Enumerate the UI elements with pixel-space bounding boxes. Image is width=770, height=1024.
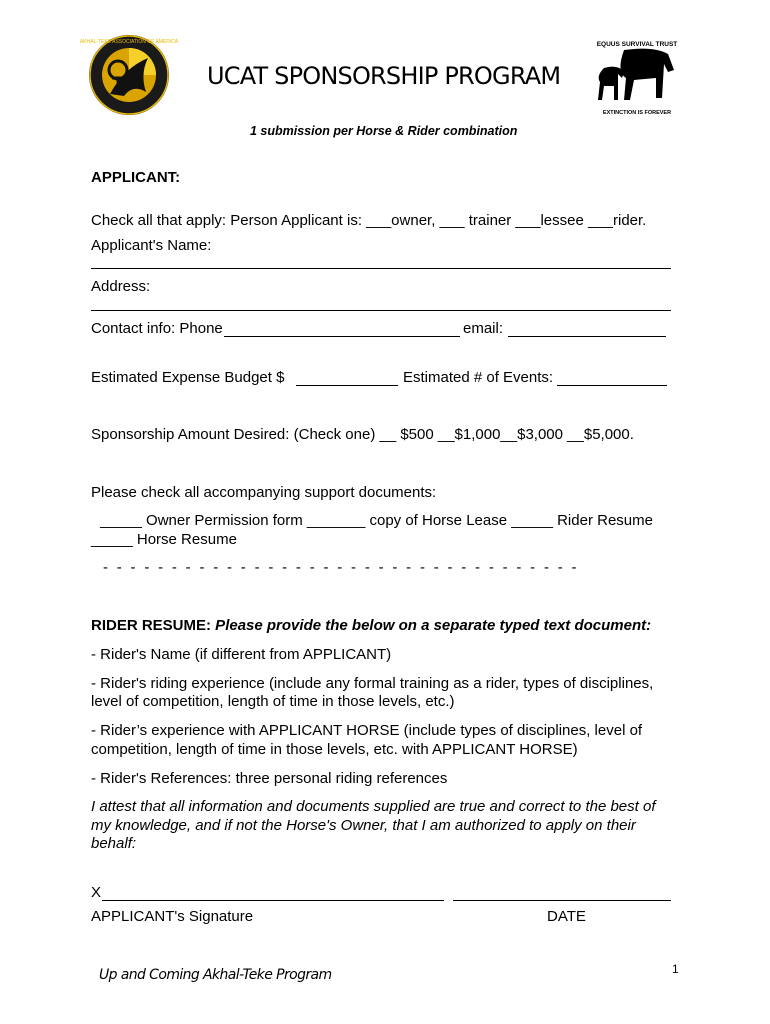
budget-line[interactable] (296, 385, 398, 386)
address-line[interactable] (91, 310, 671, 311)
separator-dashes: - - - - - - - - - - - - - - - - - - - - - - - - - - - - - - - - - - - (103, 559, 577, 576)
resume-item-3a: - Rider’s experience with APPLICANT HORSE (include types of disciplines, level of (91, 722, 643, 739)
sponsorship-line: Sponsorship Amount Desired: (Check one) __ $500 __$1,000__$3,000 __$5,000. (91, 426, 634, 443)
signature-line[interactable] (102, 900, 444, 901)
resume-item-3b: competition, length of time in those levels, etc. with APPLICANT HORSE) (91, 741, 578, 758)
email-label: email: (463, 320, 504, 337)
attest-line-3: behalf: (91, 835, 137, 852)
right-logo-top: EQUUS SURVIVAL TRUST (596, 41, 678, 48)
right-logo-bottom: EXTINCTION IS FOREVER (602, 110, 672, 116)
page-title: UCAT SPONSORSHIP PROGRAM (207, 62, 561, 90)
address-label: Address: (91, 278, 151, 295)
attest-line-2: my knowledge, and if not the Horse's Owner, that I am authorized to apply on their (91, 817, 636, 834)
left-logo-text: AKHAL-TEKE ASSOCIATION OF AMERICA (79, 39, 179, 45)
signature-label: APPLICANT's Signature (91, 908, 254, 925)
phone-label: Contact info: Phone (91, 320, 223, 337)
attest-line-1: I attest that all information and documents supplied are true and correct to the best of (91, 798, 656, 815)
applicant-name-label: Applicant's Name: (91, 237, 212, 254)
signature-x-mark: X (91, 884, 102, 901)
resume-item-2b: level of competition, length of time in those levels, etc.) (91, 693, 455, 710)
events-line[interactable] (557, 385, 667, 386)
phone-line[interactable] (224, 336, 460, 337)
rider-resume-instruction: Please provide the below on a separate typed text document: (211, 617, 652, 634)
akhal-teke-association-logo (79, 34, 179, 116)
footer-program-name: Up and Coming Akhal-Teke Program (99, 967, 332, 983)
rider-resume-heading (91, 617, 651, 634)
subtitle: 1 submission per Horse & Rider combination (250, 124, 518, 138)
page-number: 1 (672, 962, 679, 976)
documents-line-2: _____ Horse Resume (91, 531, 237, 548)
check-all-line: Check all that apply: Person Applicant is: ___owner, ___ trainer ___lessee ___rider. (91, 212, 647, 229)
equus-survival-trust-logo (594, 38, 680, 118)
email-line[interactable] (508, 336, 666, 337)
resume-item-1: - Rider's Name (if different from APPLICANT) (91, 646, 392, 663)
rider-resume-label: RIDER RESUME: (91, 617, 212, 634)
events-label: Estimated # of Events: (403, 369, 554, 386)
date-label: DATE (547, 908, 586, 925)
applicant-name-line[interactable] (91, 268, 671, 269)
documents-line-1: _____ Owner Permission form _______ copy of Horse Lease _____ Rider Resume (96, 512, 653, 529)
applicant-heading: APPLICANT: (91, 169, 181, 186)
documents-heading: Please check all accompanying support documents: (91, 484, 437, 501)
resume-item-4: - Rider's References: three personal riding references (91, 770, 448, 787)
budget-label: Estimated Expense Budget $ (91, 369, 285, 386)
resume-item-2a: - Rider's riding experience (include any formal training as a rider, types of disciplines, (91, 675, 654, 692)
date-line[interactable] (453, 900, 671, 901)
